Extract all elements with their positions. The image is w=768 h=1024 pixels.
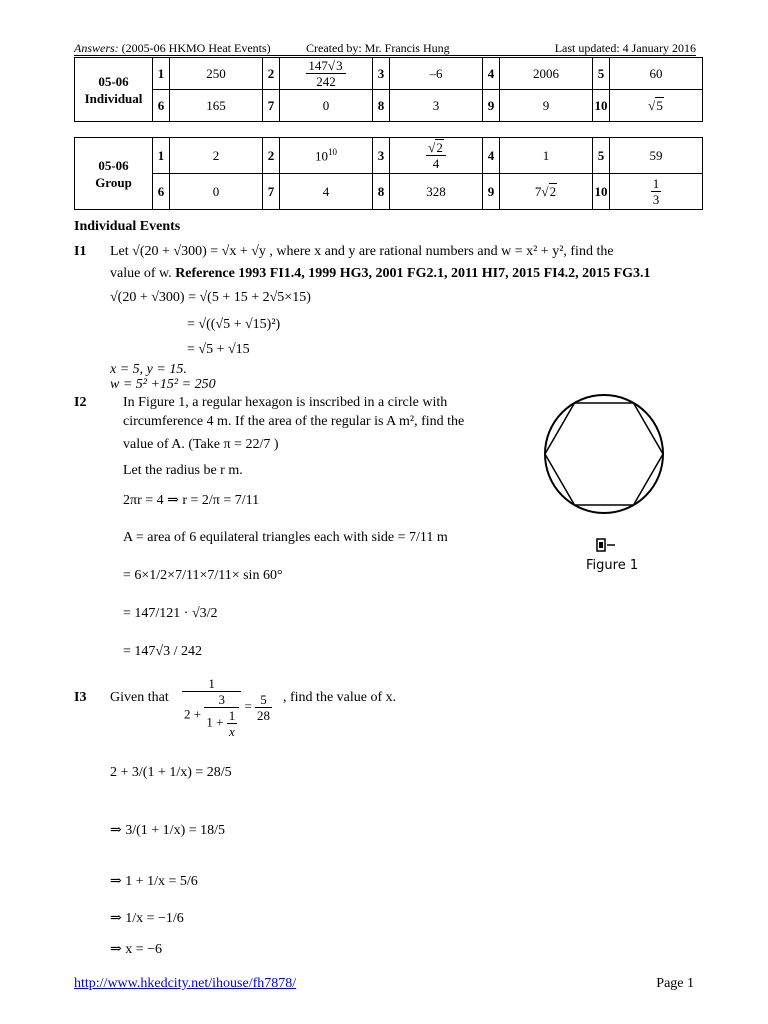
header-created-by: Created by: Mr. Francis Hung (306, 41, 450, 55)
regular-hexagon (545, 403, 663, 505)
i3-question-suffix: , find the value of x. (283, 690, 397, 705)
answer-number: 3 (373, 138, 390, 174)
answer-value: 2006 (500, 58, 593, 90)
answer-value: –6 (390, 58, 483, 90)
i3-solution-step5: ⇒ x = −6 (110, 942, 163, 957)
i1-solution-step3: = √5 + √15 (187, 342, 250, 357)
hexagon-in-circle-figure (543, 393, 665, 515)
figure-label-glyph-icon (596, 538, 616, 552)
i2-solution-step3: A = area of 6 equilateral triangles each with side = 7/11 m (123, 530, 448, 545)
answer-value: 250 (170, 58, 263, 90)
answer-value: 0 (280, 90, 373, 122)
answer-value: 9 (500, 90, 593, 122)
question-tag-i2: I2 (74, 395, 87, 410)
i2-solution-step4: = 6×1/2×7/11×7/11× sin 60° (123, 568, 283, 583)
i3-question-prefix: Given that (110, 690, 169, 705)
figure-caption: Figure 1 (586, 558, 639, 573)
i2-question-line2: circumference 4 m. If the area of the regular is A m², find the (123, 414, 465, 429)
question-tag-i1: I1 (74, 244, 87, 259)
i3-solution-step2: ⇒ 3/(1 + 1/x) = 18/5 (110, 823, 226, 838)
answer-number: 6 (153, 90, 170, 122)
i1-solution-step4: x = 5, y = 15. (110, 362, 187, 377)
i3-solution-step3: ⇒ 1 + 1/x = 5/6 (110, 874, 198, 889)
i1-references: Reference 1993 FI1.4, 1999 HG3, 2001 FG2.1, 2011 HI7, 2015 FI4.2, 2015 FG3.1 (175, 266, 651, 281)
answer-value-sqrt: 7√2 (500, 174, 593, 210)
answer-number: 5 (593, 58, 610, 90)
answer-number: 2 (263, 138, 280, 174)
i1-question-line2: value of w. Reference 1993 FI1.4, 1999 HG3, 2001 FG2.1, 2011 HI7, 2015 FI4.2, 2015 FG3.1 (110, 266, 651, 281)
i2-solution-step1: Let the radius be r m. (123, 463, 243, 478)
question-tag-i3: I3 (74, 690, 87, 705)
answer-number: 10 (593, 174, 610, 210)
i3-solution-step1: 2 + 3/(1 + 1/x) = 28/5 (110, 765, 232, 780)
page-header (74, 41, 696, 56)
i1-solution-step1: √(20 + √300) = √(5 + 15 + 2√5×15) (110, 290, 311, 305)
answer-number: 10 (593, 90, 610, 122)
answer-number: 3 (373, 58, 390, 90)
answer-number: 1 (153, 58, 170, 90)
group-table-label: 05-06 Group (75, 138, 153, 210)
answer-number: 9 (483, 90, 500, 122)
answer-number: 9 (483, 174, 500, 210)
answer-value: 4 (280, 174, 373, 210)
page-number: Page 1 (656, 976, 694, 991)
i1-question-line1: Let √(20 + √300) = √x + √y , where x and y are rational numbers and w = x² + y², find the (110, 244, 614, 259)
i2-question-line1: In Figure 1, a regular hexagon is inscribed in a circle with (123, 395, 448, 410)
answer-number: 4 (483, 58, 500, 90)
i3-question-equation: 1 2 + 3 1 + $\frac{1}{x}$ = $\frac{5}{28}$ (184, 676, 271, 739)
header-last-updated: Last updated: 4 January 2016 (554, 41, 696, 55)
answer-value: 328 (390, 174, 483, 210)
answer-number: 7 (263, 174, 280, 210)
header-answers: Answers: (2005-06 HKMO Heat Events) (74, 41, 271, 55)
answer-number: 2 (263, 58, 280, 90)
answer-number: 6 (153, 174, 170, 210)
footer-website-link[interactable]: http://www.hkedcity.net/ihouse/fh7878/ (74, 976, 297, 991)
answer-value: 1 (500, 138, 593, 174)
answer-number: 4 (483, 138, 500, 174)
group-answers-table (74, 137, 703, 210)
answer-value-fraction: $\frac{√2}{4}$ (390, 138, 483, 174)
answer-number: 7 (263, 90, 280, 122)
answer-number: 8 (373, 90, 390, 122)
answer-value-power: $10^{10}$ (280, 138, 373, 174)
i2-solution-step2: 2πr = 4 ⇒ r = 2/π = 7/11 (123, 493, 260, 508)
answer-value-sqrt: √5 (610, 90, 703, 122)
i2-solution-step5: = 147/121 · √3/2 (123, 606, 218, 621)
answer-value-fraction: $\frac{1}{3}$ (610, 174, 703, 210)
answer-value: 59 (610, 138, 703, 174)
section-title: Individual Events (74, 219, 181, 234)
answer-number: 8 (373, 174, 390, 210)
individual-answers-table (74, 57, 703, 122)
answer-value: 0 (170, 174, 263, 210)
answer-value: 60 (610, 58, 703, 90)
i3-solution-step4: ⇒ 1/x = −1/6 (110, 911, 184, 926)
i1-solution-step2: = √((√5 + √15)²) (187, 317, 281, 332)
answer-value: 2 (170, 138, 263, 174)
answer-number: 1 (153, 138, 170, 174)
i1-solution-step5: w = 5² +15² = 250 (110, 377, 216, 392)
i2-solution-step6: = 147√3 / 242 (123, 644, 202, 659)
i2-question-line3: value of A. (Take π = 22/7 ) (123, 437, 279, 452)
individual-table-label: 05-06 Individual (75, 58, 153, 122)
circumscribed-circle (545, 395, 663, 513)
answer-number: 5 (593, 138, 610, 174)
answer-value: 3 (390, 90, 483, 122)
answer-value-fraction: $\frac{147√3}{242}$ (280, 58, 373, 90)
answer-value: 165 (170, 90, 263, 122)
